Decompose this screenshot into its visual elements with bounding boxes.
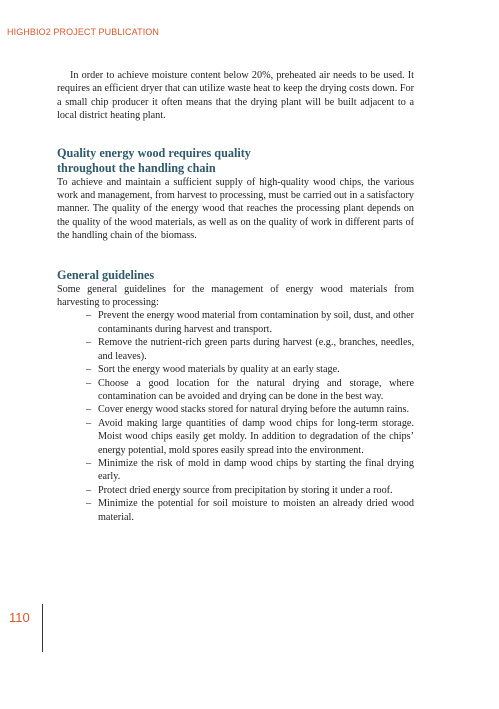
list-item <box>86 363 414 376</box>
list-item-text: Minimize the risk of mold in damp wood chips by starting the final drying early. <box>98 457 414 483</box>
bullet-dash: – <box>86 484 92 496</box>
list-item-text: Cover energy wood stacks stored for natural drying before the autumn rains. <box>98 404 410 416</box>
section-heading-general: General guidelines <box>57 267 155 282</box>
list-item-text: Minimize the potential for soil moisture to moisten an already dried wood material. <box>98 498 414 523</box>
list-item <box>86 417 414 457</box>
intro-paragraph: In order to achieve moisture content below 20%, preheated air needs to be used. It requires an efficient dryer that can utilize waste heat to keep the drying costs down. For a small chip producer it often means that the drying plant will be built adjacent to a local district heating plant. <box>57 70 414 122</box>
general-intro-paragraph: Some general guidelines for the management of energy wood materials from harvesting to processing: <box>57 283 414 309</box>
guidelines-list <box>57 309 414 524</box>
bullet-dash: – <box>86 404 92 416</box>
quality-paragraph: To achieve and maintain a sufficient supply of high-quality wood chips, the various work and management, from harvest to processing, must be carried out in a satisfactory manner. The quality of the energy wood that reaches the processing plant depends on the quality of the wood materials, as well as on the quality of work in different parts of the handling chain of the biomass. <box>57 176 414 242</box>
list-item <box>86 377 414 404</box>
list-item <box>86 457 414 484</box>
bullet-dash: – <box>86 417 92 429</box>
list-item <box>86 309 414 336</box>
bullet-dash: – <box>86 337 92 349</box>
list-item-text: Avoid making large quantities of damp wood chips for long-term storage. Moist wood chips easily get moldy. In addition to degradation of the chips’ energy potential, mold spores easily spread into the environment. <box>98 417 414 456</box>
page-body <box>57 69 414 524</box>
bullet-dash: – <box>86 310 92 322</box>
list-item-text: Prevent the energy wood material from contamination by soil, dust, and other contaminants during harvest and transport. <box>98 310 414 335</box>
list-item <box>86 403 414 416</box>
list-item-text: Choose a good location for the natural drying and storage, where contamination can be avoided and drying can be done in the best way. <box>98 377 414 402</box>
margin-rule <box>42 604 43 652</box>
list-item-text: Sort the energy wood materials by quality at an early stage. <box>98 364 340 376</box>
section-heading-quality-line2: throughout the handling chain <box>57 160 216 175</box>
section-heading-quality <box>57 146 414 176</box>
list-item <box>86 497 414 524</box>
list-item <box>86 336 414 363</box>
page-number: 110 <box>9 610 30 625</box>
bullet-dash: – <box>86 377 92 389</box>
bullet-dash: – <box>86 364 92 376</box>
list-item-text: Protect dried energy source from precipitation by storing it under a roof. <box>98 484 393 496</box>
section-heading-quality-line1: Quality energy wood requires quality <box>57 145 251 160</box>
bullet-dash: – <box>86 498 92 510</box>
list-item-text: Remove the nutrient-rich green parts during harvest (e.g., branches, needles, and leaves). <box>98 337 414 362</box>
bullet-dash: – <box>86 457 92 469</box>
list-item <box>86 484 414 497</box>
running-header: HIGHBIO2 PROJECT PUBLICATION <box>7 27 159 37</box>
